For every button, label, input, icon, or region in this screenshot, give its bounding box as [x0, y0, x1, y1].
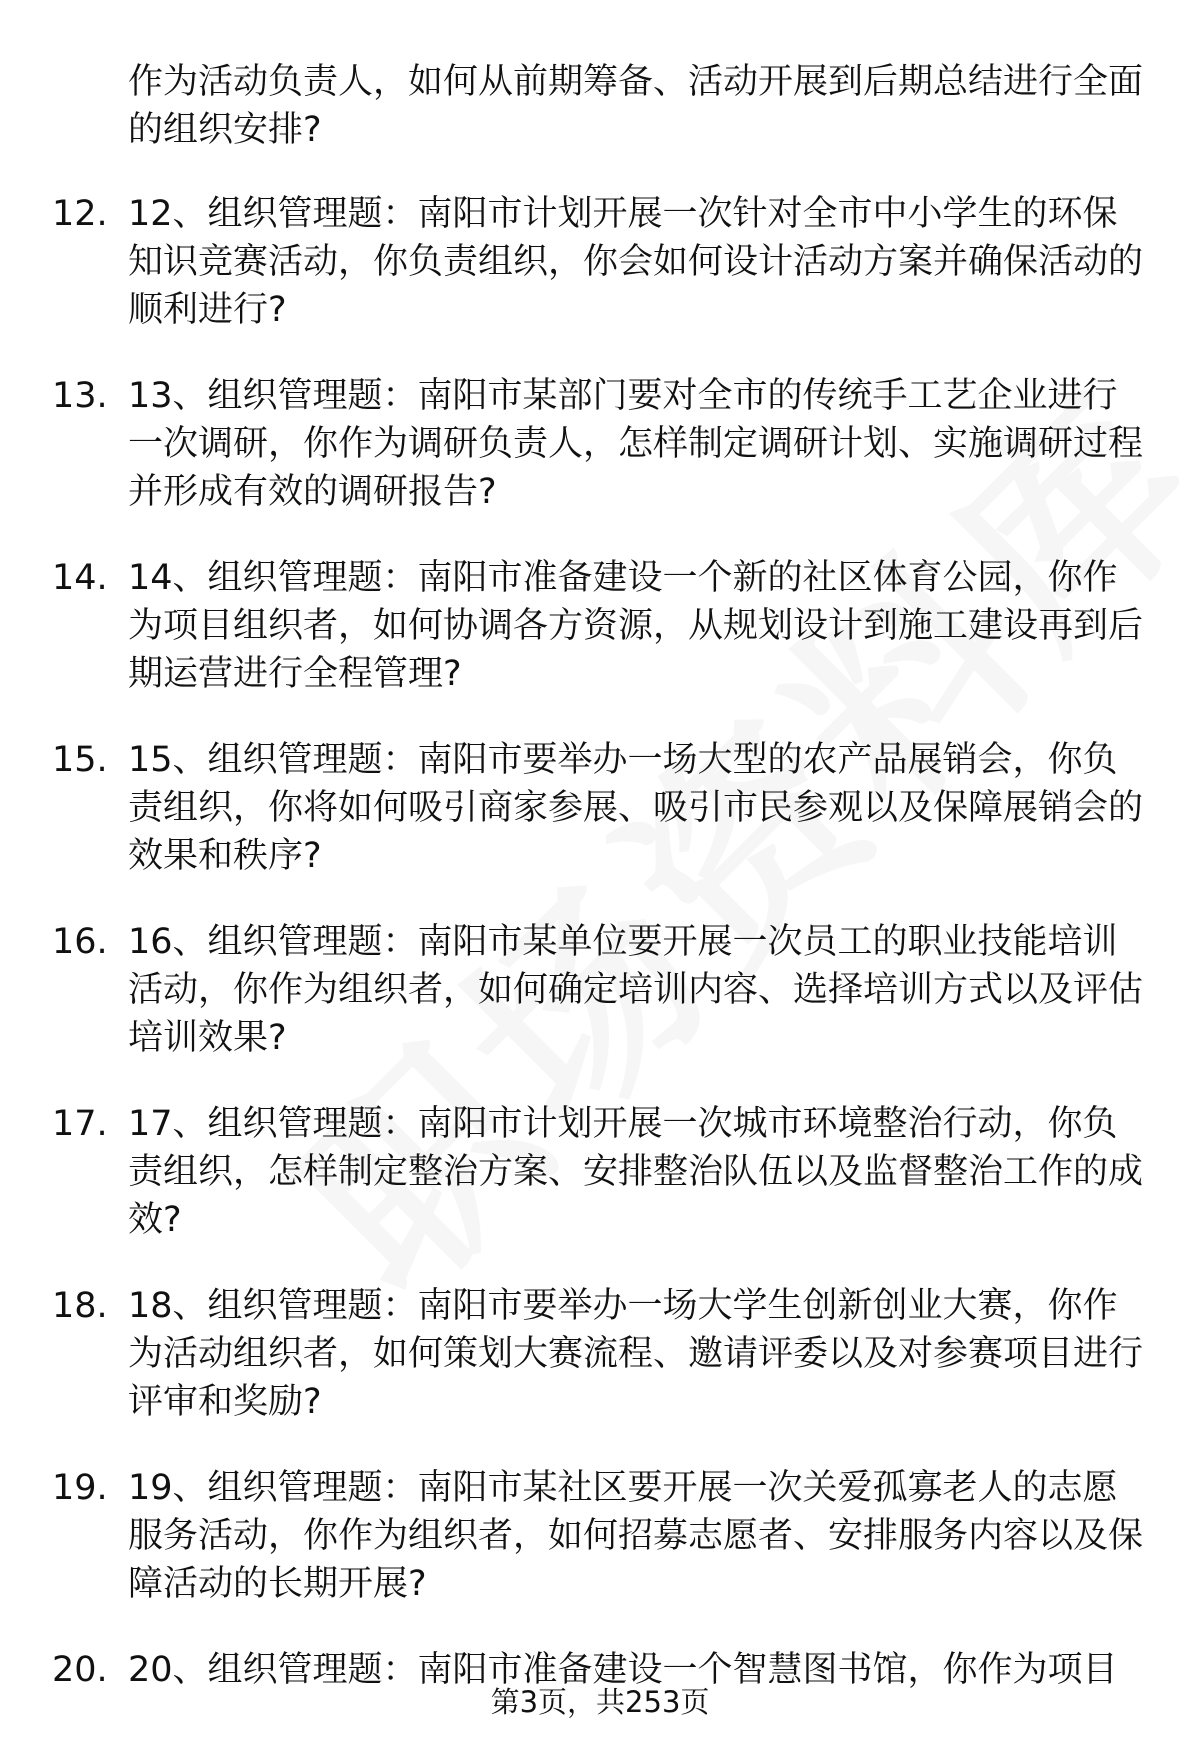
- question-number: 19.: [52, 1468, 108, 1508]
- question-item: [0, 736, 1200, 918]
- continuation-text: 作为活动负责人，如何从前期筹备、活动开展到后期总结进行全面的组织安排?: [128, 62, 1144, 150]
- question-text: 14、组织管理题：南阳市准备建设一个新的社区体育公园，你作为项目组织者，如何协调各方资源，从规划设计到施工建设再到后期运营进行全程管理?: [128, 558, 1144, 694]
- question-item: [0, 190, 1200, 372]
- question-text: 12、组织管理题：南阳市计划开展一次针对全市中小学生的环保知识竞赛活动，你负责组织，你会如何设计活动方案并确保活动的顺利进行?: [128, 194, 1144, 330]
- question-text: 20、组织管理题：南阳市准备建设一个智慧图书馆，你作为项目: [128, 1650, 1118, 1690]
- question-number: 16.: [52, 922, 108, 962]
- question-item: [0, 1464, 1200, 1646]
- question-list: [0, 190, 1200, 1706]
- question-text: 13、组织管理题：南阳市某部门要对全市的传统手工艺企业进行一次调研，你作为调研负责人，怎样制定调研计划、实施调研过程并形成有效的调研报告?: [128, 376, 1144, 512]
- question-text: 18、组织管理题：南阳市要举办一场大学生创新创业大赛，你作为活动组织者，如何策划大赛流程、邀请评委以及对参赛项目进行评审和奖励?: [128, 1286, 1144, 1422]
- question-item: [0, 1282, 1200, 1464]
- question-text: 17、组织管理题：南阳市计划开展一次城市环境整治行动，你负责组织，怎样制定整治方案、安排整治队伍以及监督整治工作的成效?: [128, 1104, 1144, 1240]
- question-number: 18.: [52, 1286, 108, 1326]
- question-number: 14.: [52, 558, 108, 598]
- question-number: 20.: [52, 1650, 108, 1690]
- question-item: [0, 372, 1200, 554]
- page-footer: 第3页，共253页: [490, 1685, 710, 1719]
- question-number: 17.: [52, 1104, 108, 1144]
- question-number: 13.: [52, 376, 108, 416]
- question-number: 12.: [52, 194, 108, 234]
- question-text: 15、组织管理题：南阳市要举办一场大型的农产品展销会，你负责组织，你将如何吸引商家参展、吸引市民参观以及保障展销会的效果和秩序?: [128, 740, 1144, 876]
- question-number: 15.: [52, 740, 108, 780]
- question-text: 16、组织管理题：南阳市某单位要开展一次员工的职业技能培训活动，你作为组织者，如何确定培训内容、选择培训方式以及评估培训效果?: [128, 922, 1144, 1058]
- question-item: [0, 554, 1200, 736]
- question-item: [0, 1100, 1200, 1282]
- question-text: 19、组织管理题：南阳市某社区要开展一次关爱孤寡老人的志愿服务活动，你作为组织者，如何招募志愿者、安排服务内容以及保障活动的长期开展?: [128, 1468, 1144, 1604]
- question-item: [0, 918, 1200, 1100]
